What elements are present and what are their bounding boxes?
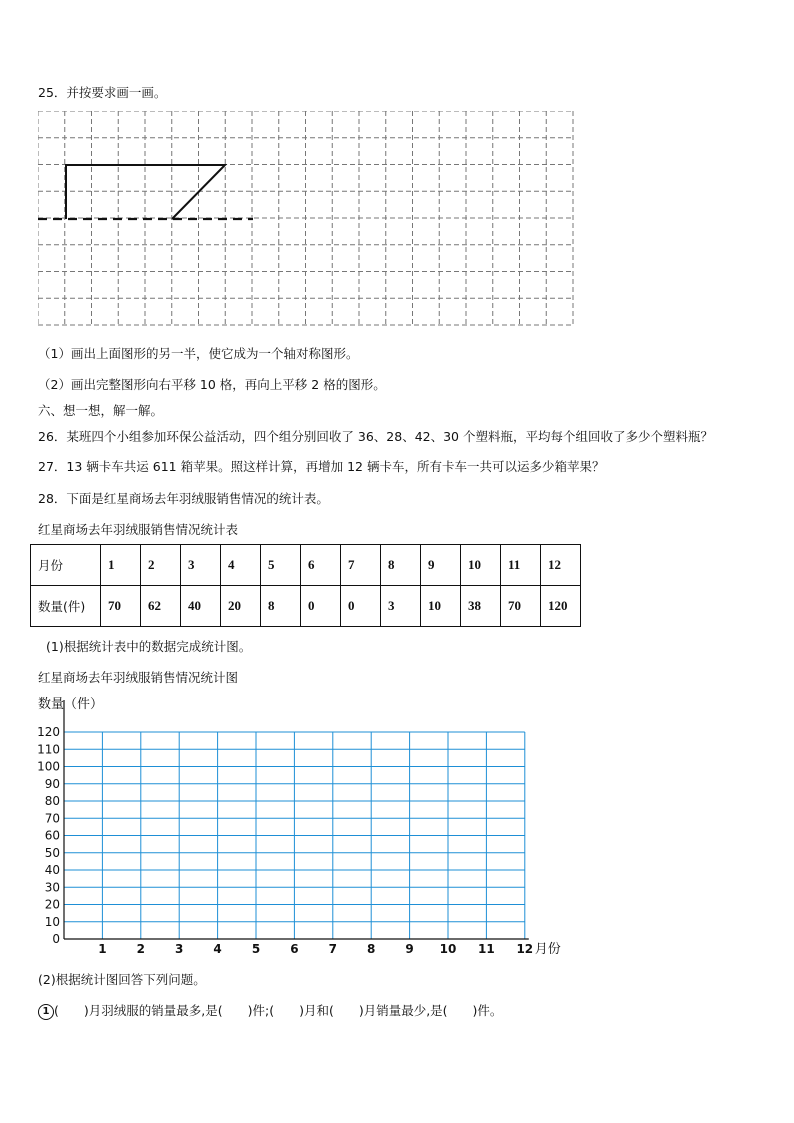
quantity-cell: 70 [501,586,541,627]
quantity-cell: 40 [181,586,221,627]
y-tick-label: 30 [44,880,60,895]
x-tick-label: 2 [136,942,145,956]
y-tick-label: 80 [44,794,60,808]
month-cell: 3 [181,545,221,586]
y-tick-label: 120 [37,725,60,739]
sales-line-chart [30,692,570,962]
month-cell: 9 [421,545,461,586]
quantity-cell: 8 [261,586,301,627]
circled-number: 1 [38,1004,54,1020]
q28-fill-question: 1 ( )月羽绒服的销量最多,是( )件;( )月和( )月销量最少,是( )件。 [38,1001,502,1020]
month-cell: 5 [261,545,301,586]
q25-grid-figure [38,111,574,329]
month-cell: 2 [141,545,181,586]
month-cell: 7 [341,545,381,586]
y-tick-label: 100 [37,759,60,774]
sales-table [30,544,581,627]
y-tick-label: 110 [37,742,60,757]
section6-title: 六、想一想，解一解。 [38,403,164,418]
month-cell: 12 [541,545,581,586]
q25-part2: （2）画出完整图形向右平移 10 格，再向上平移 2 格的图形。 [38,377,386,392]
x-tick-label: 7 [328,942,337,956]
x-tick-label: 10 [439,942,457,956]
x-tick-label: 12 [516,942,534,956]
x-tick-label: 3 [175,942,184,956]
quantity-cell: 70 [101,586,141,627]
x-tick-label: 9 [405,942,414,956]
row-label-quantity: 数量(件) [31,586,101,627]
x-tick-label: 4 [213,942,222,956]
month-cell: 11 [501,545,541,586]
table-row-quantities [31,586,581,627]
month-cell: 10 [461,545,501,586]
q28-sub2: (2)根据统计图回答下列问题。 [38,972,206,987]
table-row-months [31,545,581,586]
x-axis-label: 月份 [534,942,561,957]
quantity-cell: 20 [221,586,261,627]
x-tick-label: 6 [290,942,299,956]
y-tick-label: 60 [44,828,60,843]
quantity-cell: 38 [461,586,501,627]
q25-title: 25．并按要求画一画。 [38,85,167,100]
quantity-cell: 0 [301,586,341,627]
x-tick-label: 5 [251,942,261,956]
x-tick-label: 8 [367,942,376,956]
y-axis-label: 数量（件） [38,697,104,712]
quantity-cell: 120 [541,586,581,627]
month-cell: 6 [301,545,341,586]
y-tick-label: 50 [44,845,60,860]
y-tick-label: 20 [44,897,60,912]
y-tick-label: 70 [44,811,60,826]
q26-text: 26．某班四个小组参加环保公益活动，四个组分别回收了 36、28、42、30 个塑料瓶，平均每个组回收了多少个塑料瓶？ [38,429,713,444]
month-cell: 4 [221,545,261,586]
q25-part1: （1）画出上面图形的另一半，使它成为一个轴对称图形。 [38,346,359,361]
row-label-month: 月份 [31,545,101,586]
month-cell: 8 [381,545,421,586]
y-tick-label: 90 [44,776,60,791]
q28-sub1: (1)根据统计表中的数据完成统计图。 [46,639,252,654]
y-tick-label: 10 [44,914,60,929]
y-tick-label: 0 [52,932,60,946]
quantity-cell: 3 [381,586,421,627]
month-cell: 1 [101,545,141,586]
x-tick-label: 11 [478,942,495,956]
chart-title: 红星商场去年羽绒服销售情况统计图 [38,670,239,685]
quantity-cell: 10 [421,586,461,627]
q27-text: 27．13 辆卡车共运 611 箱苹果。照这样计算，再增加 12 辆卡车，所有卡车一共可以运多少箱苹果？ [38,459,605,474]
table-title: 红星商场去年羽绒服销售情况统计表 [38,522,239,537]
q28-intro: 28．下面是红星商场去年羽绒服销售情况的统计表。 [38,491,329,506]
x-tick-label: 1 [98,942,107,956]
y-tick-label: 40 [44,863,60,877]
quantity-cell: 62 [141,586,181,627]
quantity-cell: 0 [341,586,381,627]
